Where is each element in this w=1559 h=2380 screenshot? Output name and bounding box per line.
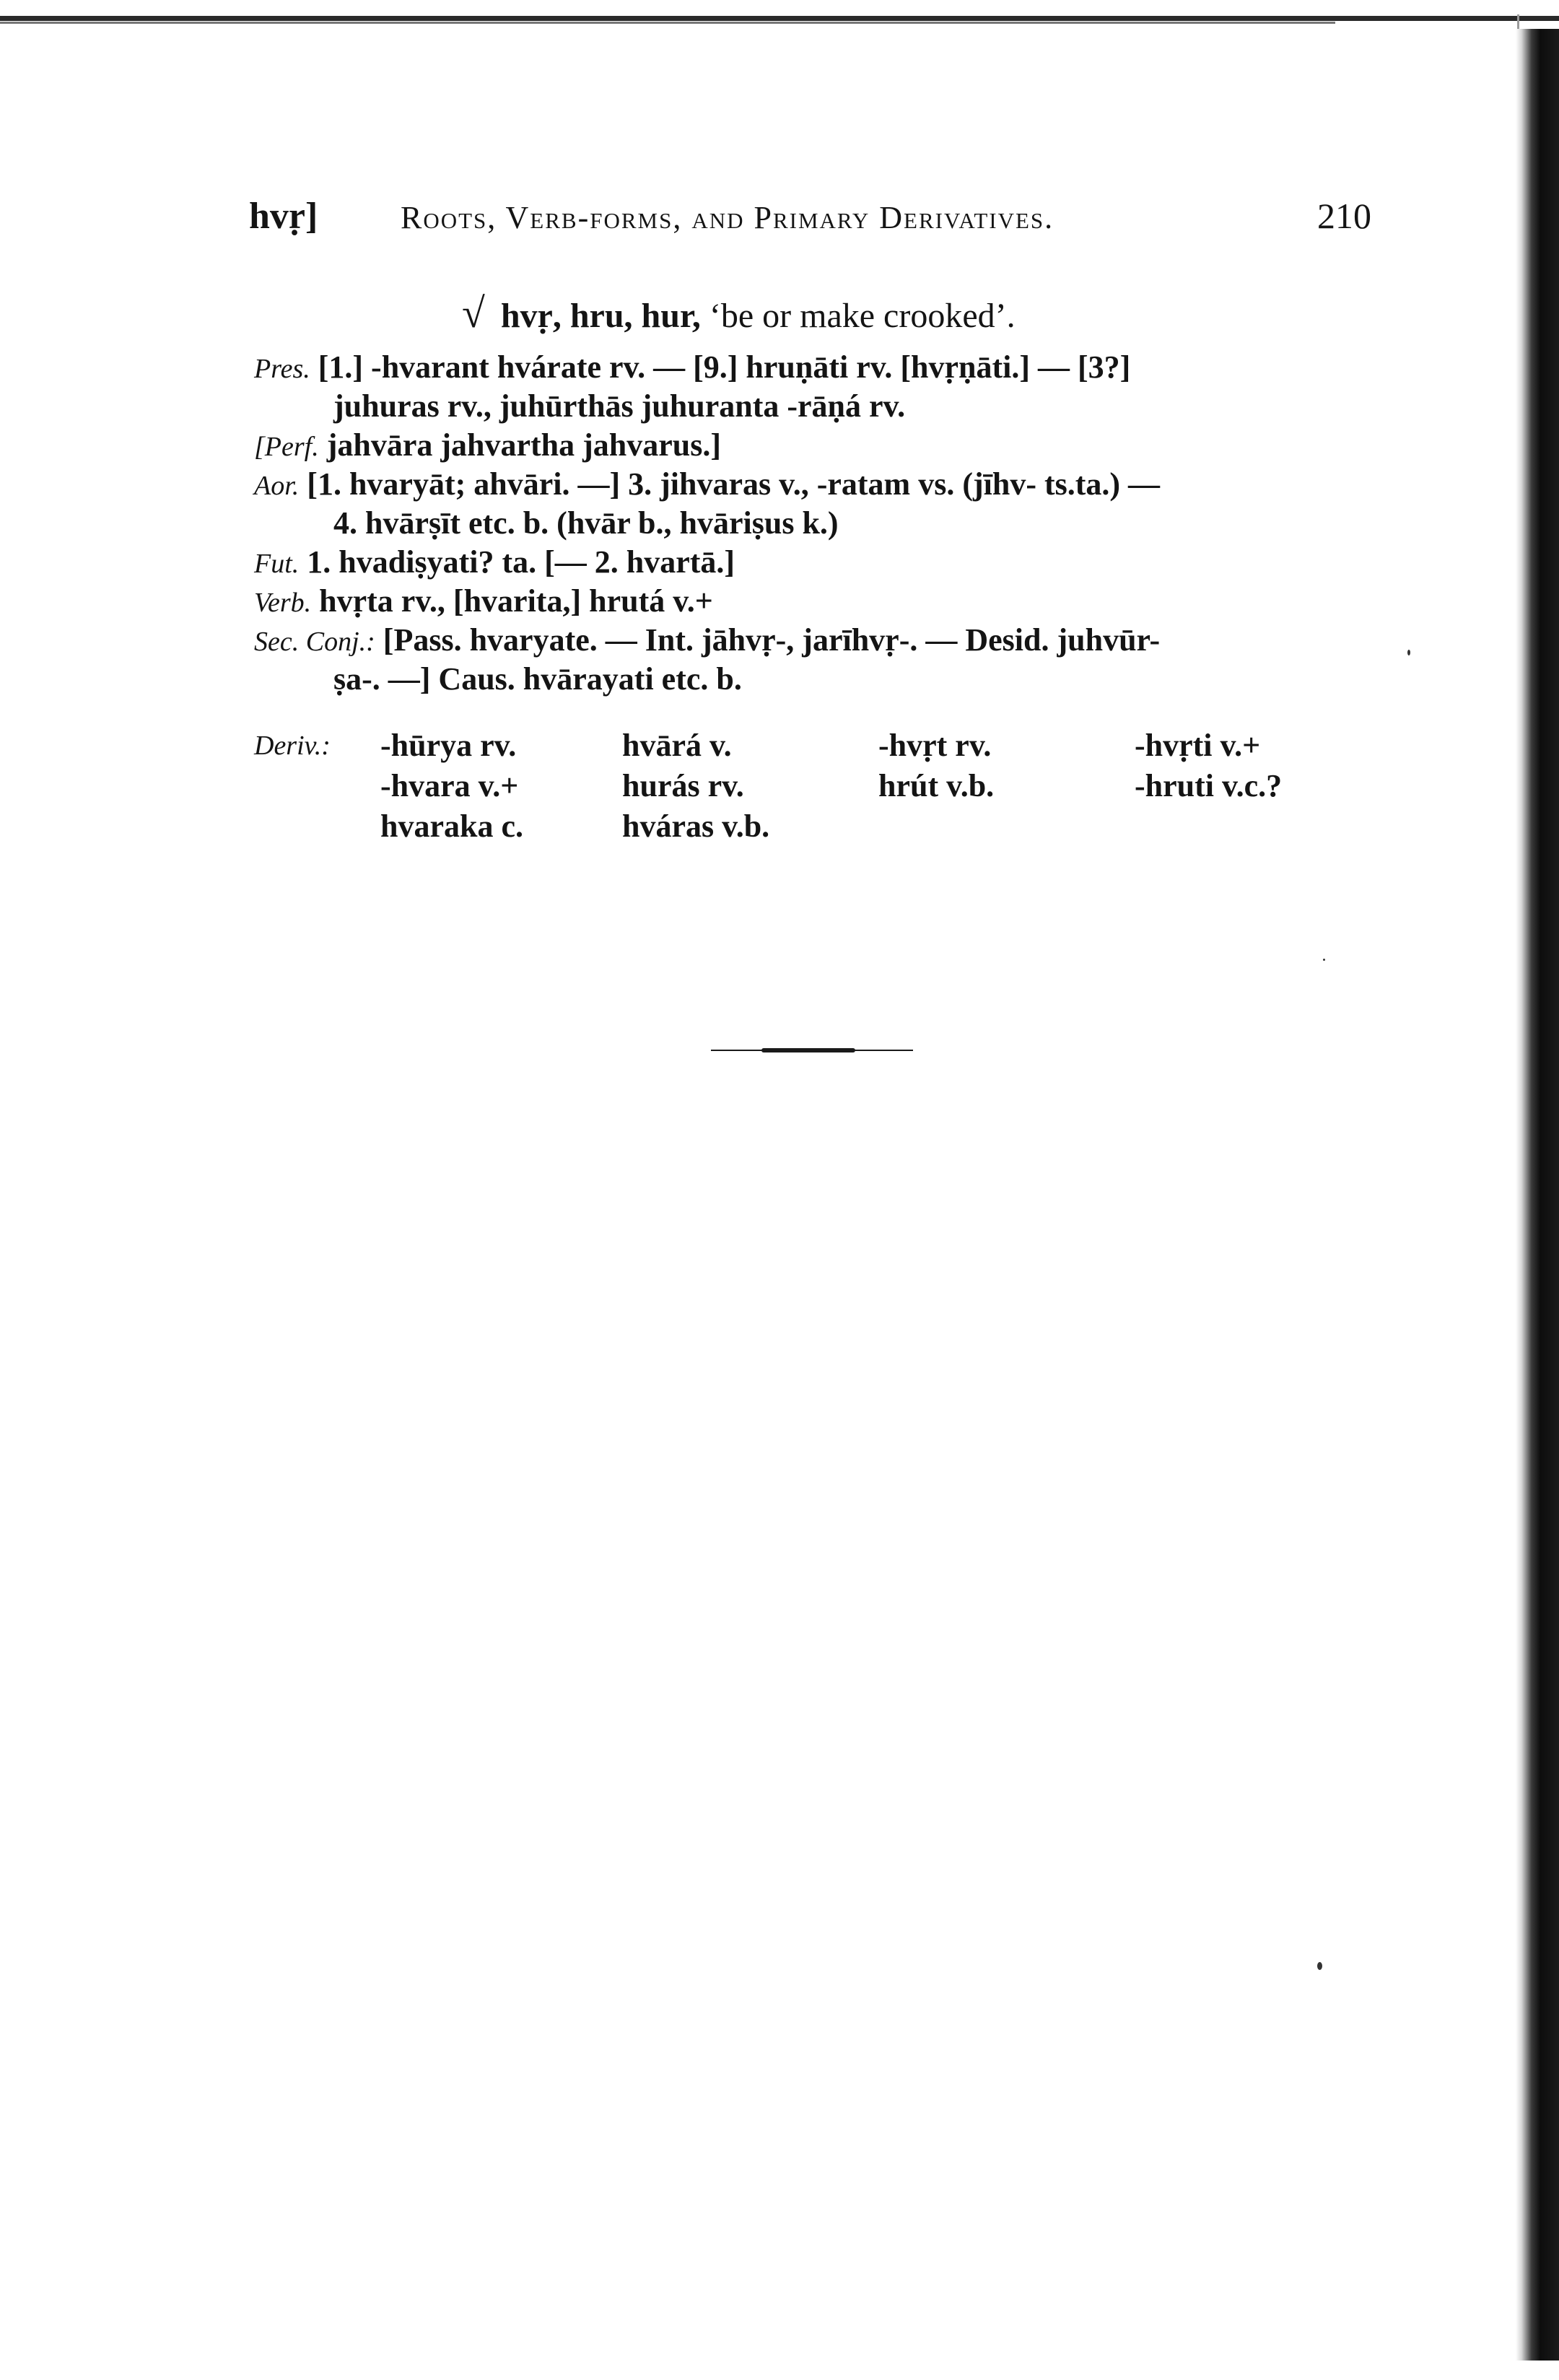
entry-text: juhuras rv., juhūrthās juhuranta -rāṇá rv.	[333, 388, 906, 424]
entry-label: Fut.	[254, 549, 300, 579]
scan-border-top	[0, 16, 1559, 21]
ink-speck	[1407, 650, 1410, 655]
entry-heading	[462, 289, 1016, 337]
radical-sign: √	[462, 289, 485, 336]
derivative-cell: hurás rv.	[622, 768, 744, 803]
header-title: Roots, Verb-forms, and Primary Derivatives.	[401, 200, 1054, 235]
scan-border-top-shadow	[0, 22, 1335, 24]
entry-text: 4. hvārṣīt etc. b. (hvār b., hvāriṣus k.)	[333, 505, 839, 541]
ink-speck	[1323, 959, 1325, 961]
page-number: 210	[1317, 196, 1371, 236]
derivatives-label: Deriv.:	[254, 731, 331, 761]
derivative-cell: hváras v.b.	[622, 808, 770, 844]
entry-text: jahvāra jahvartha jahvarus.]	[326, 427, 722, 463]
derivative-cell: hvārá v.	[622, 728, 732, 763]
derivative-cell: -hvṛti v.+	[1135, 728, 1261, 763]
running-header	[249, 195, 1371, 253]
entry-line-sec-conj-cont	[254, 660, 1376, 699]
entry-line-fut	[254, 543, 1376, 582]
heading-gloss: ‘be or make crooked’.	[709, 297, 1016, 335]
entry-text: 1. hvadiṣyati? ta. [— 2. hvartā.]	[307, 544, 735, 580]
entry-line-aor	[254, 465, 1376, 504]
heading-roots: hvṛ, hru, hur,	[500, 297, 701, 335]
ink-speck	[1317, 1962, 1322, 1970]
derivative-cell: hrút v.b.	[878, 768, 995, 803]
entry-line-aor-cont	[254, 504, 1376, 543]
derivatives-row	[254, 725, 1376, 766]
derivatives-row	[254, 766, 1376, 806]
entry-line-pres	[254, 348, 1376, 387]
entry-label: Pres.	[254, 354, 310, 384]
scan-border-right	[1516, 29, 1559, 2361]
derivative-cell: -hvṛt rv.	[878, 728, 992, 763]
entry-text: [Pass. hvaryate. — Int. jāhvṛ-, jarīhvṛ-. — Desid. juhvūr-	[383, 622, 1161, 658]
entry-line-verb	[254, 582, 1376, 621]
derivative-cell: -hvara v.+	[380, 768, 519, 803]
entry-body	[254, 348, 1376, 699]
entry-label: Sec. Conj.:	[254, 627, 375, 657]
entry-text: ṣa-. —] Caus. hvārayati etc. b.	[333, 661, 742, 697]
entry-line-sec-conj	[254, 621, 1376, 660]
derivative-cell: hvaraka c.	[380, 808, 523, 844]
derivatives-row	[254, 806, 1376, 847]
entry-text: hvṛta rv., [hvarita,] hrutá v.+	[319, 583, 713, 619]
end-rule	[711, 1048, 913, 1052]
derivative-cell: -hūrya rv.	[380, 728, 517, 763]
entry-label: Aor.	[254, 471, 300, 501]
entry-text: [1.] -hvarant hvárate rv. — [9.] hruṇāti rv. [hvṛṇāti.] — [3?]	[318, 349, 1131, 385]
entry-line-pres-cont	[254, 387, 1376, 426]
derivatives-table	[254, 725, 1376, 847]
entry-label: [Perf.	[254, 432, 319, 462]
entry-text: [1. hvaryāt; ahvāri. —] 3. jihvaras v., -ratam vs. (jīhv- ts.ta.) —	[307, 466, 1161, 502]
entry-line-perf	[254, 426, 1376, 465]
derivative-cell: -hruti v.c.?	[1135, 768, 1283, 803]
header-root: hvṛ]	[249, 196, 318, 237]
entry-label: Verb.	[254, 588, 312, 618]
